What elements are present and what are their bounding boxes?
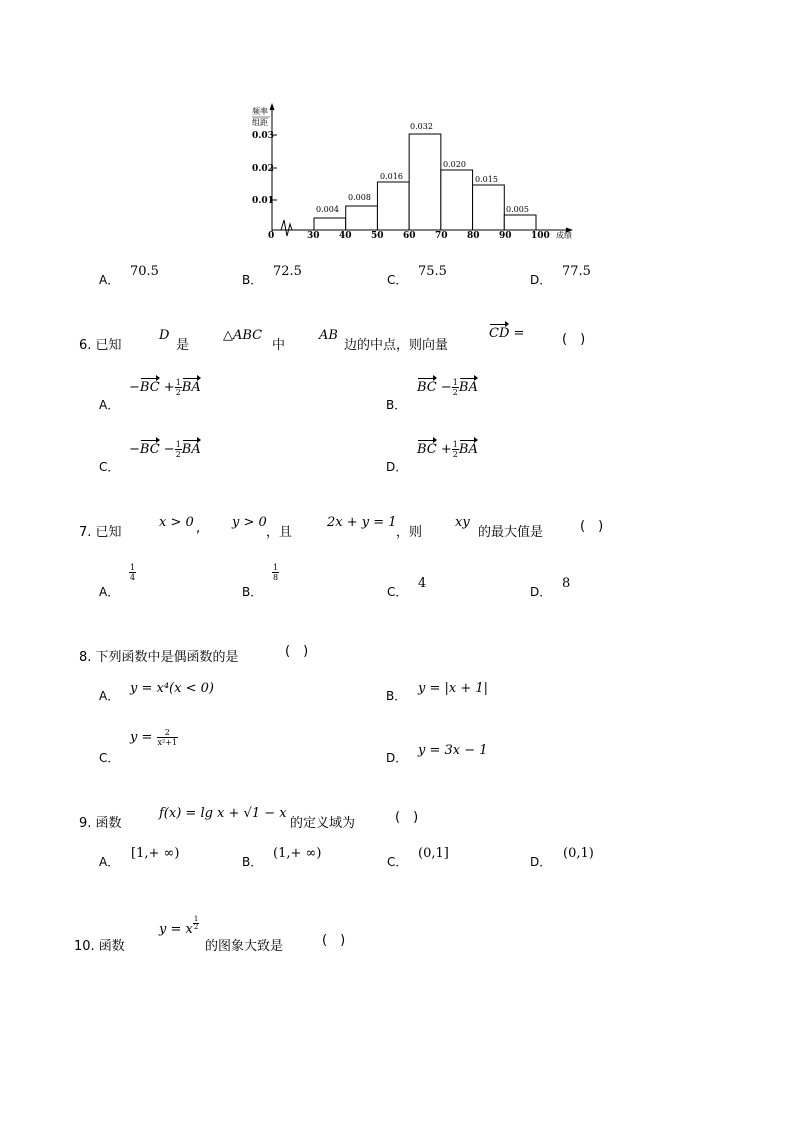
histogram-bar: [504, 215, 536, 230]
histogram-bar: [441, 170, 473, 230]
histogram-bar: [473, 185, 505, 230]
q5-option-a-value: 70.5: [130, 264, 159, 279]
q9-option-d-letter: D．: [530, 855, 552, 869]
q8-option-d-expr: y = 3x − 1: [418, 743, 488, 758]
q6-text-shi: 是: [176, 338, 190, 353]
xtick-label: 50: [371, 231, 384, 241]
q8-option-b-letter: B．: [386, 689, 407, 703]
q6-option-a-expr: −BC + $\frac{1}{2}$ BA: [129, 378, 201, 397]
q7-cond-x: x > 0: [159, 515, 194, 530]
q9-option-c-letter: C．: [387, 855, 408, 869]
q7-option-d-value: 8: [562, 576, 571, 591]
q8-answer-paren: ( ): [285, 644, 309, 659]
q8-option-c-expr: y = $\frac{2}{\text{x²+1}}$: [130, 728, 178, 747]
q9-option-b-letter: B．: [242, 855, 263, 869]
q6-answer-paren: ( ): [562, 332, 586, 347]
q7-tail: 的最大值是: [478, 525, 544, 540]
q9-function: f(x) = lg x + √1 − x: [159, 806, 287, 821]
q6-option-c-expr: −BC − $\frac{1}{2}$ BA: [129, 440, 201, 459]
q7-product-xy: xy: [455, 515, 470, 530]
ylabel-top: 频率: [252, 107, 268, 116]
q7-option-b-letter: B．: [242, 585, 263, 599]
q10-answer-paren: ( ): [322, 933, 346, 948]
q6-option-b-letter: B．: [386, 398, 407, 412]
q7-option-b-frac: $\frac{1}{8}$: [273, 563, 279, 582]
q6-option-d-expr: BC + $\frac{1}{2}$ BA: [417, 440, 478, 459]
q9-option-d-value: (0,1): [563, 846, 594, 861]
xtick-label: 60: [403, 231, 416, 241]
q10-number: 10. 函数: [74, 939, 125, 954]
q7-text-ze: ，则: [396, 525, 423, 540]
xtick-label: 80: [467, 231, 480, 241]
histogram-bar: [377, 182, 409, 230]
q6-text-mid: 边的中点，则向量: [344, 338, 449, 353]
q6-option-a-letter: A．: [99, 398, 120, 412]
q9-answer-paren: ( ): [395, 810, 419, 825]
q5-option-d-value: 77.5: [562, 264, 591, 279]
origin-label: 0: [268, 231, 275, 241]
q7-answer-paren: ( ): [580, 519, 604, 534]
q6-segment-ab: AB: [319, 328, 338, 343]
q6-vector-cd: CD =: [489, 322, 524, 341]
xtick-label: 90: [499, 231, 512, 241]
q9-option-a-value: [1,+ ∞): [131, 846, 180, 861]
q6-point-d: D: [159, 328, 170, 343]
q7-number: 7. 已知: [79, 525, 122, 540]
q8-stem: 8. 下列函数中是偶函数的是: [79, 650, 239, 665]
y-axis-arrow: [270, 103, 275, 110]
q5-option-b-letter: B．: [242, 273, 263, 287]
q7-option-c-letter: C．: [387, 585, 408, 599]
q7-text-qie: ，且: [266, 525, 293, 540]
xtick-label: 100: [531, 231, 550, 241]
xlabel: 成绩: [556, 231, 572, 240]
histogram-bar: [409, 134, 441, 230]
bar-label: 0.008: [348, 193, 371, 202]
q6-text-zhong: 中: [272, 338, 286, 353]
ylabel-bottom: 组距: [252, 118, 268, 127]
xtick-label: 40: [339, 231, 352, 241]
bar-label: 0.016: [380, 172, 403, 181]
q5-option-c-value: 75.5: [418, 264, 447, 279]
xtick-label: 30: [307, 231, 320, 241]
bar-label: 0.020: [443, 160, 466, 169]
q6-option-d-letter: D．: [386, 460, 408, 474]
q9-tail: 的定义域为: [290, 816, 356, 831]
q5-option-d-letter: D．: [530, 273, 552, 287]
q9-option-b-value: (1,+ ∞): [273, 846, 322, 861]
bar-label: 0.004: [316, 205, 339, 214]
q8-option-a-letter: A．: [99, 689, 120, 703]
q7-cond-sum: 2x + y = 1: [327, 515, 397, 530]
q10-tail: 的图象大致是: [205, 939, 284, 954]
q7-option-d-letter: D．: [530, 585, 552, 599]
frequency-histogram: [0, 0, 794, 250]
q10-function: y = x $\frac{1}{2}$: [159, 915, 199, 937]
bar-label: 0.032: [410, 122, 433, 131]
q8-option-c-letter: C．: [99, 751, 120, 765]
q6-number: 6. 已知: [79, 338, 122, 353]
q7-comma: ,: [196, 521, 201, 536]
q8-option-b-expr: y = |x + 1|: [418, 681, 489, 696]
bar-label: 0.005: [506, 205, 529, 214]
q8-option-d-letter: D．: [386, 751, 408, 765]
q7-cond-y: y > 0: [232, 515, 267, 530]
q8-option-a-expr: y = x⁴(x < 0): [130, 681, 214, 696]
q7-option-a-letter: A．: [99, 585, 120, 599]
xtick-label: 70: [435, 231, 448, 241]
q5-option-a-letter: A．: [99, 273, 120, 287]
ytick-label: 0.02: [252, 164, 274, 174]
ytick-label: 0.01: [252, 196, 274, 206]
q7-option-c-value: 4: [418, 576, 427, 591]
q5-option-c-letter: C．: [387, 273, 408, 287]
q6-option-b-expr: BC − $\frac{1}{2}$ BA: [417, 378, 478, 397]
q6-triangle: △ABC: [223, 328, 263, 343]
q9-number: 9. 函数: [79, 816, 122, 831]
q7-option-a-frac: $\frac{1}{4}$: [130, 563, 136, 582]
histogram-bar: [346, 206, 378, 230]
bar-label: 0.015: [475, 175, 498, 184]
q9-option-c-value: (0,1]: [418, 846, 449, 861]
histogram-bar: [314, 218, 346, 230]
q9-option-a-letter: A．: [99, 855, 120, 869]
ytick-label: 0.03: [252, 131, 274, 141]
q6-option-c-letter: C．: [99, 460, 120, 474]
axis-break: [281, 220, 292, 236]
q5-option-b-value: 72.5: [273, 264, 302, 279]
